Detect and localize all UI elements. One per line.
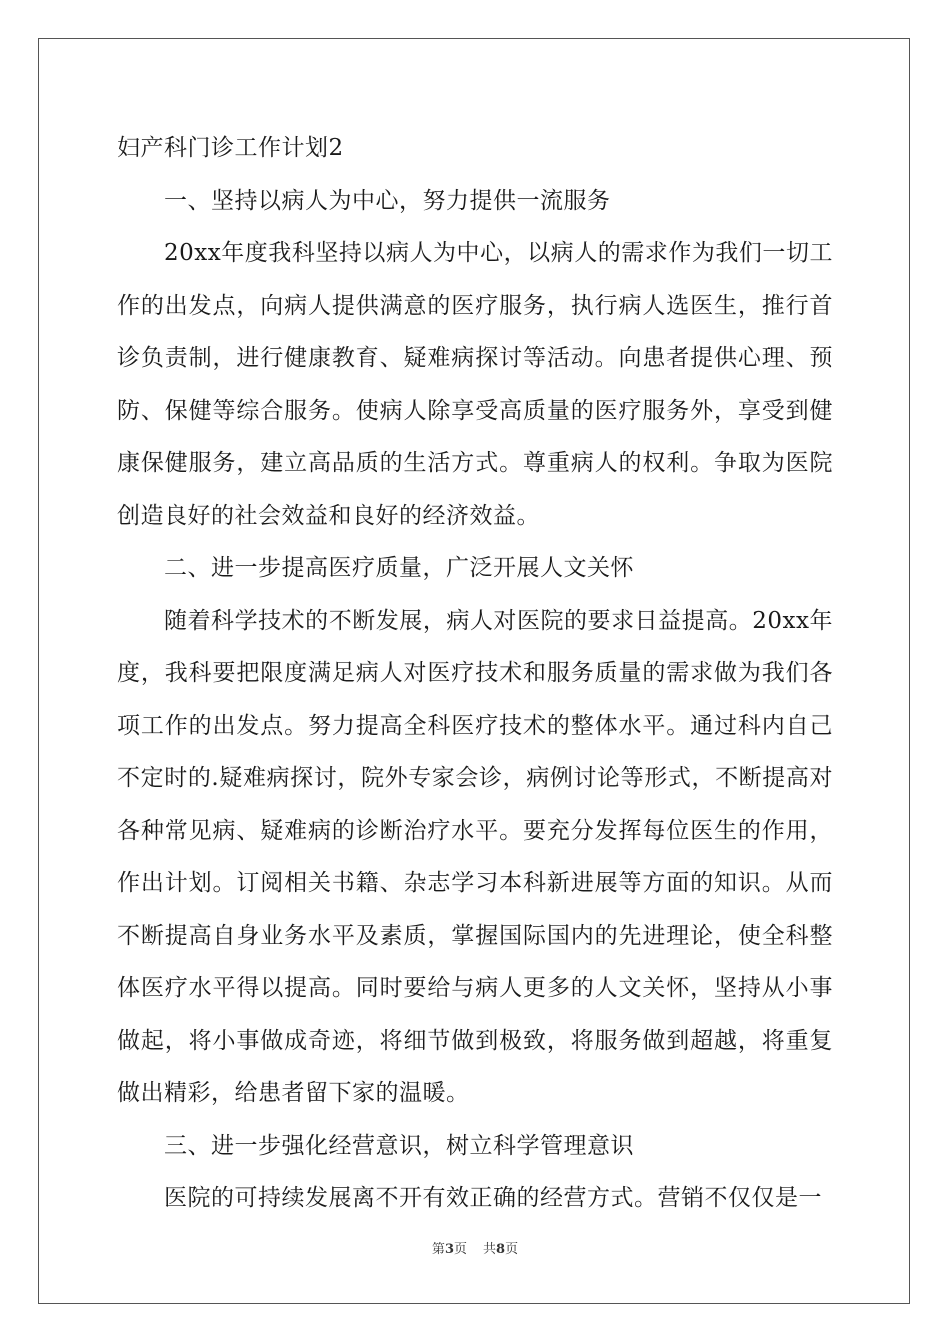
total-pages: 共8页	[483, 1242, 519, 1257]
document-title: 妇产科门诊工作计划2	[117, 135, 344, 161]
page-number: 第3页	[431, 1242, 467, 1257]
paragraph-1: 20xx年度我科坚持以病人为中心，以病人的需求作为我们一切工作的出发点，向病人提供满意的医疗服务，执行病人选医生，推行首诊负责制，进行健康教育、疑难病探讨等活动。向患者提供心理、预防、保健等综合服务。使病人除享受高质量的医疗服务外，享受到健康保健服务，建立高品质的生活方式。尊重病人的权利。争取为医院创造良好的社会效益和良好的经济效益。	[117, 240, 833, 529]
document-body	[117, 122, 833, 1225]
section-heading-2: 二、进一步提高医疗质量，广泛开展人文关怀	[164, 555, 634, 581]
page-footer	[0, 1238, 950, 1257]
section-heading-3: 三、进一步强化经营意识，树立科学管理意识	[164, 1132, 634, 1159]
paragraph-3: 医院的可持续发展离不开有效正确的经营方式。营销不仅仅是一	[164, 1185, 822, 1211]
paragraph-2: 随着科学技术的不断发展，病人对医院的要求日益提高。20xx年度，我科要把限度满足病人对医疗技术和服务质量的需求做为我们各项工作的出发点。努力提高全科医疗技术的整体水平。通过科内自己不定时的.疑难病探讨，院外专家会诊，病例讨论等形式，不断提高对各种常见病、疑难病的诊断治疗水平。要充分发挥每位医生的作用，作出计划。订阅相关书籍、杂志学习本科新进展等方面的知识。从而不断提高自身业务水平及素质，掌握国际国内的先进理论，使全科整体医疗水平得以提高。同时要给与病人更多的人文关怀，坚持从小事做起，将小事做成奇迹，将细节做到极致，将服务做到超越，将重复做出精彩，给患者留下家的温暖。	[117, 607, 833, 1106]
section-heading-1: 一、坚持以病人为中心，努力提供一流服务	[164, 187, 611, 214]
